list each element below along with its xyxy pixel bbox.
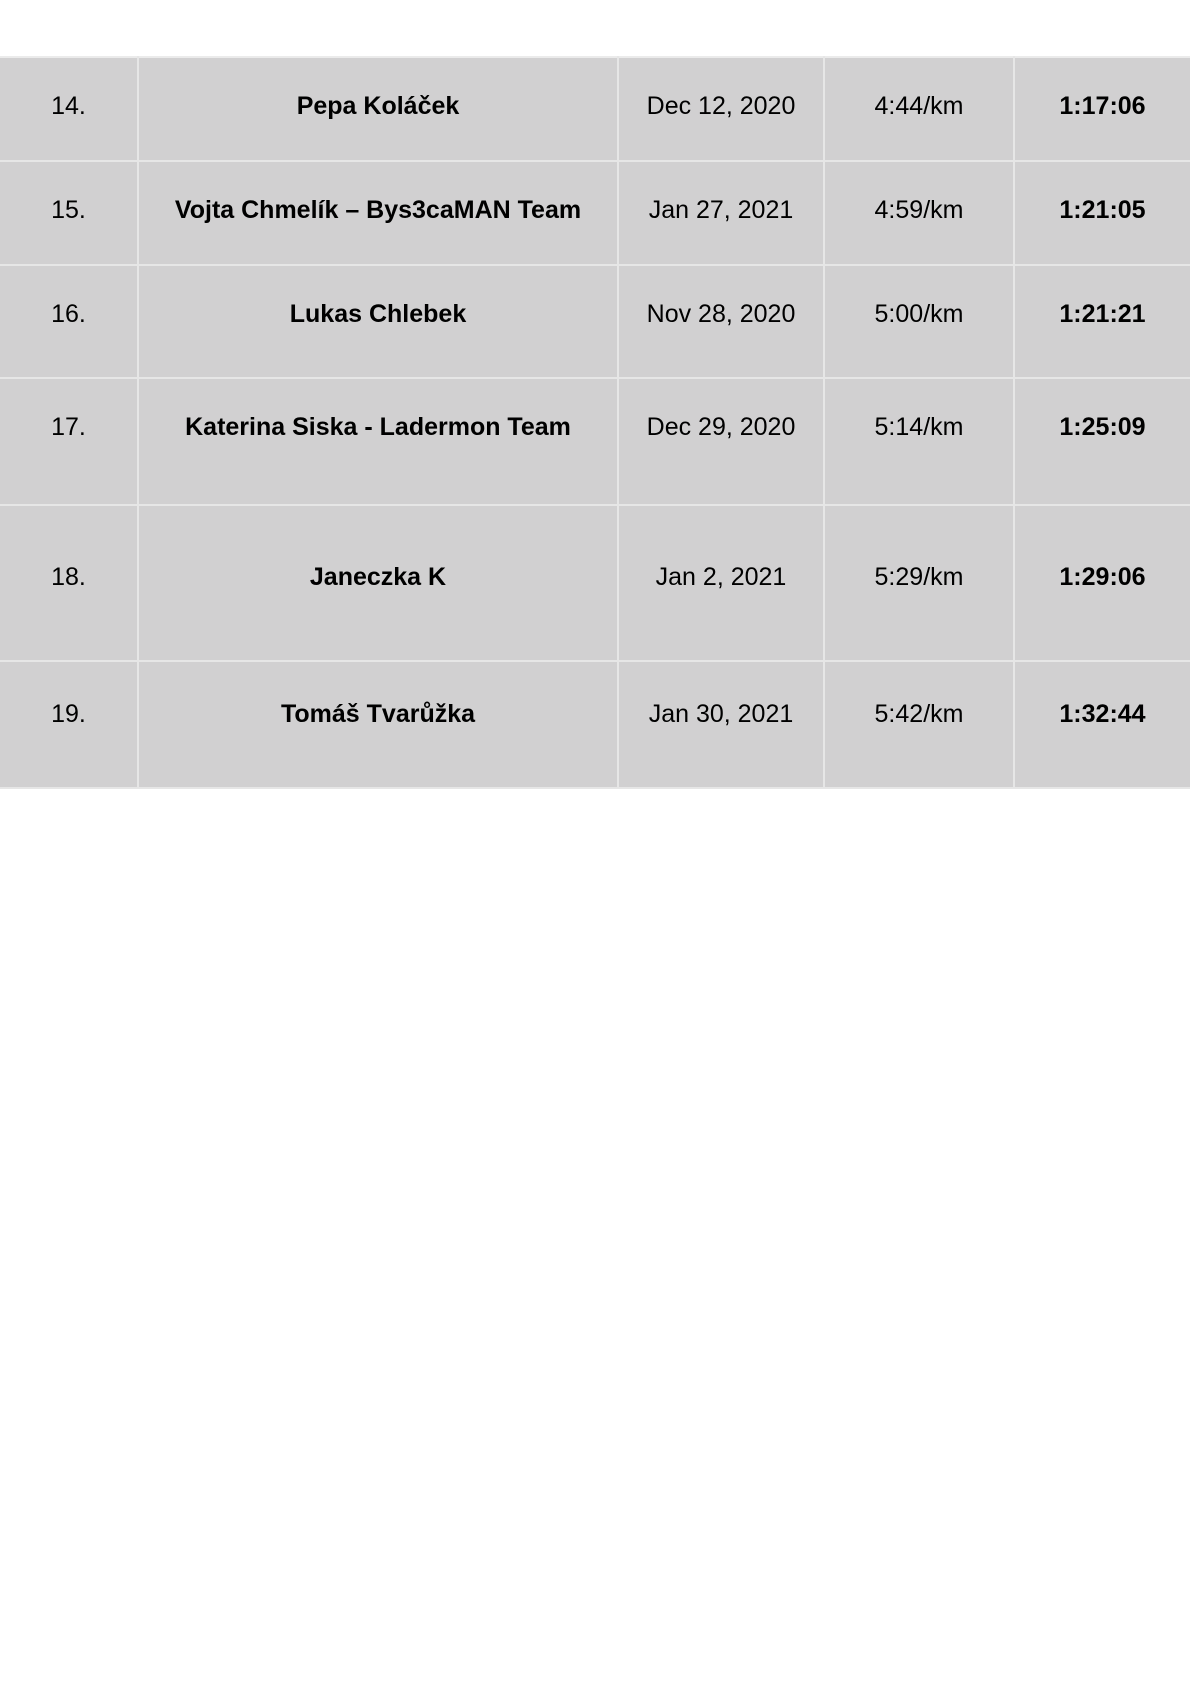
rank-cell: 18. (0, 505, 138, 661)
finish-time-cell: 1:21:05 (1014, 161, 1190, 265)
date-cell: Jan 30, 2021 (618, 661, 824, 788)
rank-cell: 15. (0, 161, 138, 265)
date-cell: Dec 12, 2020 (618, 57, 824, 161)
table-row (0, 661, 1190, 788)
runner-name-cell: Lukas Chlebek (138, 265, 618, 378)
pace-cell: 5:00/km (824, 265, 1014, 378)
runner-name-cell: Vojta Chmelík – Bys3caMAN Team (138, 161, 618, 265)
finish-time-cell: 1:17:06 (1014, 57, 1190, 161)
table-row (0, 505, 1190, 661)
pace-cell: 5:14/km (824, 378, 1014, 505)
date-cell: Jan 27, 2021 (618, 161, 824, 265)
date-cell: Jan 2, 2021 (618, 505, 824, 661)
pace-cell: 4:59/km (824, 161, 1014, 265)
table-row (0, 265, 1190, 378)
table-row (0, 161, 1190, 265)
table-row (0, 57, 1190, 161)
finish-time-cell: 1:25:09 (1014, 378, 1190, 505)
finish-time-cell: 1:32:44 (1014, 661, 1190, 788)
date-cell: Nov 28, 2020 (618, 265, 824, 378)
results-table (0, 56, 1190, 789)
rank-cell: 17. (0, 378, 138, 505)
finish-time-cell: 1:29:06 (1014, 505, 1190, 661)
rank-cell: 16. (0, 265, 138, 378)
runner-name-cell: Tomáš Tvarůžka (138, 661, 618, 788)
rank-cell: 14. (0, 57, 138, 161)
runner-name-cell: Janeczka K (138, 505, 618, 661)
table-row (0, 378, 1190, 505)
rank-cell: 19. (0, 661, 138, 788)
runner-name-cell: Katerina Siska - Ladermon Team (138, 378, 618, 505)
date-cell: Dec 29, 2020 (618, 378, 824, 505)
finish-time-cell: 1:21:21 (1014, 265, 1190, 378)
pace-cell: 4:44/km (824, 57, 1014, 161)
runner-name-cell: Pepa Koláček (138, 57, 618, 161)
pace-cell: 5:42/km (824, 661, 1014, 788)
pace-cell: 5:29/km (824, 505, 1014, 661)
